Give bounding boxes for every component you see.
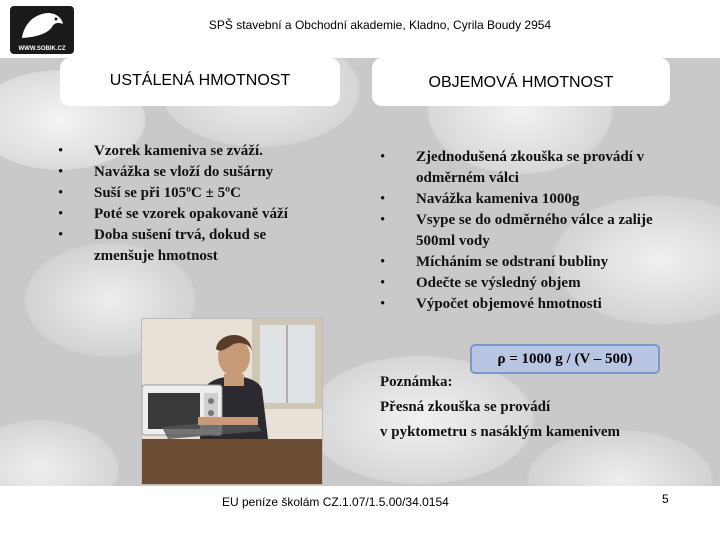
bullet: • bbox=[380, 275, 386, 291]
list-item: • Zjednodušená zkouška se provádí v odměrném válci bbox=[380, 149, 645, 186]
school-logo bbox=[10, 6, 74, 54]
left-bullet-list bbox=[58, 141, 328, 267]
list-item: • Odečte se výsledný objem bbox=[380, 273, 680, 294]
bullet: • bbox=[380, 296, 386, 312]
bullet: • bbox=[58, 227, 64, 243]
list-item: • Doba sušení trvá, dokud se zmenšuje hmotnost bbox=[58, 227, 267, 264]
horse-icon bbox=[18, 10, 66, 40]
drying-oven-photo bbox=[141, 318, 323, 485]
bullet: • bbox=[58, 164, 64, 180]
funding-text: EU peníze školám CZ.1.07/1.5.00/34.0154 bbox=[222, 495, 449, 509]
bullet: • bbox=[380, 212, 386, 228]
list-item: • Suší se při 105ºC ± 5ºC bbox=[58, 183, 328, 204]
list-item: • Vsype se do odměrného válce a zalije 500ml vody bbox=[380, 212, 653, 249]
right-bullet-list bbox=[380, 147, 680, 315]
note-line: Přesná zkouška se provádí bbox=[380, 399, 551, 415]
right-title: OBJEMOVÁ HMOTNOST bbox=[428, 74, 614, 91]
note-line: v pyktometru s nasáklým kamenivem bbox=[380, 424, 621, 440]
list-item: • Výpočet objemové hmotnosti bbox=[380, 294, 680, 315]
bullet: • bbox=[58, 185, 64, 201]
list-item: • Vzorek kameniva se zváží. bbox=[58, 141, 328, 162]
bullet: • bbox=[380, 254, 386, 270]
logo-text: WWW.SOBIK.CZ bbox=[18, 46, 66, 52]
page-number: 5 bbox=[662, 492, 669, 506]
bullet: • bbox=[380, 191, 386, 207]
right-title-box bbox=[372, 58, 670, 106]
bullet: • bbox=[380, 149, 386, 165]
left-title-box bbox=[60, 58, 340, 106]
slide-header bbox=[0, 0, 720, 58]
list-item: • Mícháním se odstraní bubliny bbox=[380, 252, 680, 273]
left-title: USTÁLENÁ HMOTNOST bbox=[109, 72, 291, 89]
note-heading: Poznámka: bbox=[380, 374, 453, 390]
list-item: • Navážka kameniva 1000g bbox=[380, 189, 680, 210]
bullet: • bbox=[58, 143, 64, 159]
school-name: SPŠ stavební a Obchodní akademie, Kladno, Cyrila Boudy 2954 bbox=[208, 18, 552, 32]
bullet: • bbox=[58, 206, 64, 222]
list-item: • Navážka se vloží do sušárny bbox=[58, 162, 328, 183]
list-item: • Poté se vzorek opakovaně váží bbox=[58, 204, 309, 225]
density-formula: ρ = 1000 g / (V – 500) bbox=[470, 344, 660, 374]
photo-illustration bbox=[142, 319, 322, 484]
